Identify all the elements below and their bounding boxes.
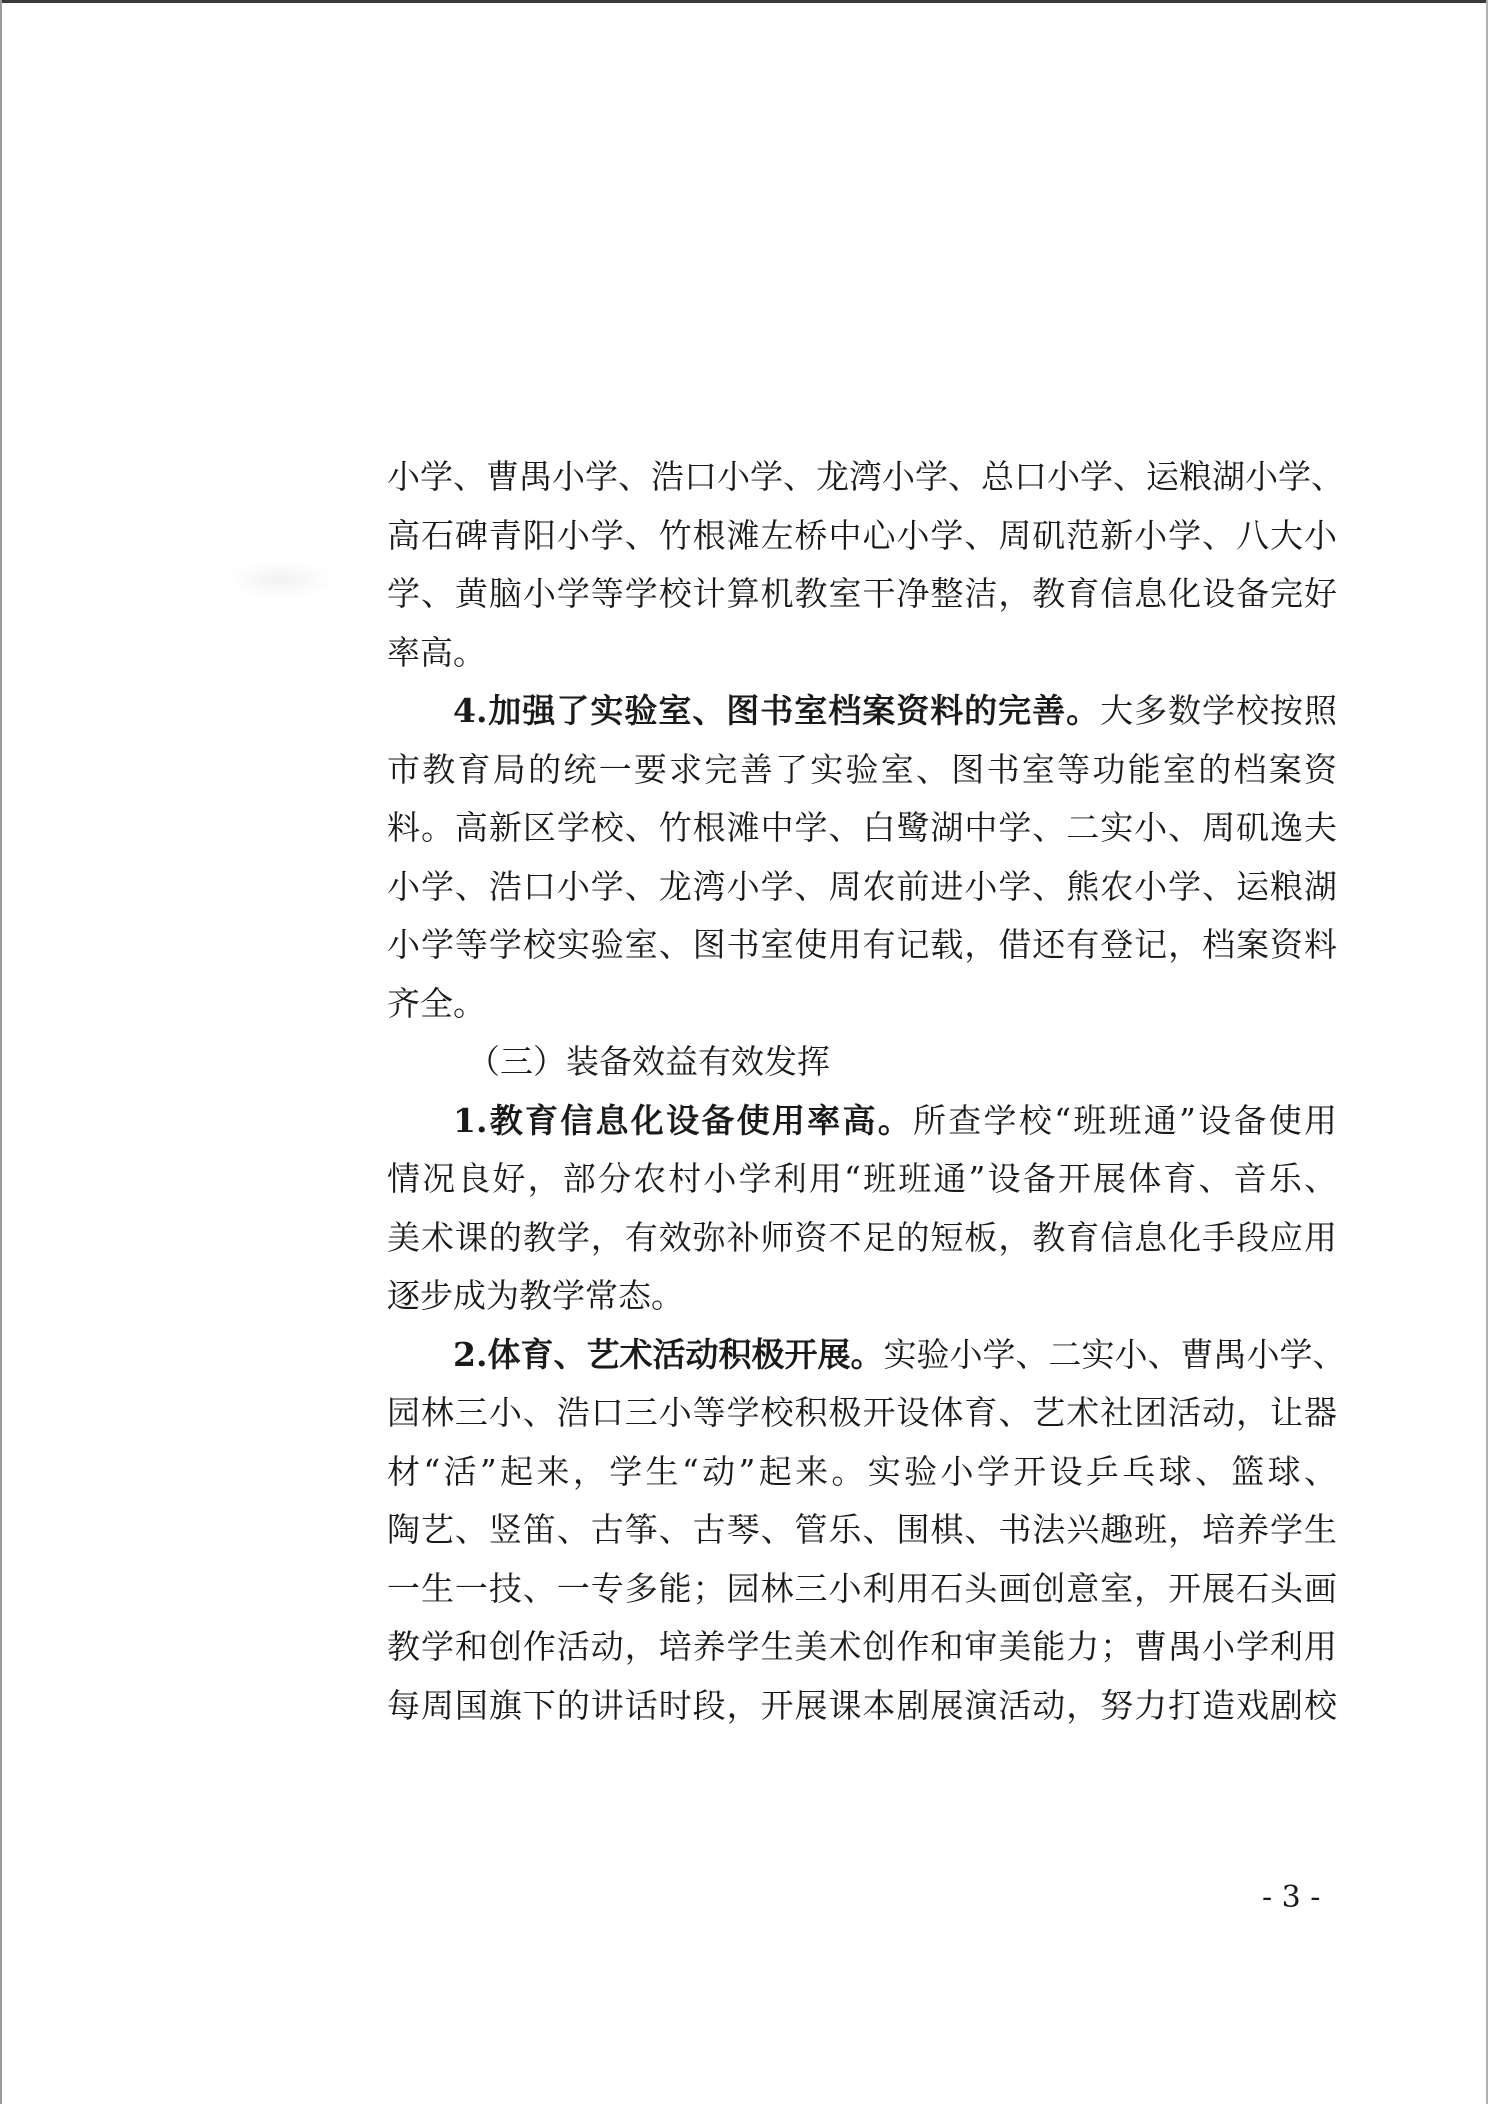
paragraph-heading: 1.教育信息化设备使用率高。 bbox=[453, 1100, 913, 1140]
text-line: 美术课的教学，有效弥补师资不足的短板，教育信息化手段应用 bbox=[387, 1217, 1337, 1257]
text-line: 率高。 bbox=[387, 632, 486, 672]
text-line bbox=[387, 682, 1337, 741]
text-line bbox=[387, 1326, 1346, 1385]
section-heading: （三）装备效益有效发挥 bbox=[467, 1042, 830, 1081]
text-line: 料。高新区学校、竹根滩中学、白鹭湖中学、二实小、周矶逸夫 bbox=[387, 808, 1337, 847]
page-number: - 3 - bbox=[1262, 1880, 1321, 1915]
text-line: 教学和创作活动，培养学生美术创作和审美能力；曹禺小学利用 bbox=[387, 1627, 1337, 1666]
text-line: 材“活”起来，学生“动”起来。实验小学开设乒乓球、篮球、 bbox=[387, 1451, 1337, 1491]
text-line: 小学等学校实验室、图书室使用有记载，借还有登记，档案资料 bbox=[387, 925, 1337, 964]
paragraph-computer-rooms bbox=[387, 448, 1344, 682]
scan-edge-left bbox=[0, 0, 2, 2104]
text-line: 每周国旗下的讲话时段，开展课本剧展演活动，努力打造戏剧校 bbox=[387, 1685, 1337, 1725]
paragraph-info-equipment bbox=[387, 1092, 1337, 1326]
paragraph-heading: 2.体育、艺术活动积极开展。 bbox=[453, 1334, 884, 1374]
text-line bbox=[387, 1092, 1337, 1151]
text-line: 情况良好，部分农村小学利用“班班通”设备开展体育、音乐、 bbox=[387, 1159, 1337, 1198]
text-line: 齐全。 bbox=[387, 983, 486, 1023]
text-line: 学、黄脑小学等学校计算机教室干净整洁，教育信息化设备完好 bbox=[387, 574, 1337, 613]
text-line: 园林三小、浩口三小等学校积极开设体育、艺术社团活动，让器 bbox=[387, 1393, 1337, 1432]
text-line: 市教育局的统一要求完善了实验室、图书室等功能室的档案资 bbox=[387, 749, 1337, 789]
text-line: 逐步成为教学常态。 bbox=[387, 1276, 684, 1315]
text-line: 小学、曹禺小学、浩口小学、龙湾小学、总口小学、运粮湖小学、 bbox=[387, 457, 1344, 496]
scan-smudge bbox=[225, 560, 335, 600]
paragraph-heading: 4.加强了实验室、图书室档案资料的完善。 bbox=[453, 691, 1101, 730]
text-line: 一生一技、一专多能；园林三小利用石头画创意室，开展石头画 bbox=[387, 1568, 1337, 1608]
paragraph-archives bbox=[387, 682, 1337, 1033]
text-run: 所查学校“班班通”设备使用 bbox=[913, 1100, 1338, 1140]
text-line: 陶艺、竖笛、古筝、古琴、管乐、围棋、书法兴趣班，培养学生 bbox=[387, 1510, 1337, 1549]
document-body bbox=[387, 448, 1346, 1735]
scan-edge-top bbox=[0, 0, 1488, 3]
text-run: 实验小学、二实小、曹禺小学、 bbox=[883, 1334, 1346, 1374]
text-line: 高石碑青阳小学、竹根滩左桥中心小学、周矶范新小学、八大小 bbox=[387, 515, 1337, 555]
text-line: 小学、浩口小学、龙湾小学、周农前进小学、熊农小学、运粮湖 bbox=[387, 866, 1337, 906]
paragraph-sports-arts bbox=[387, 1326, 1346, 1736]
text-run: 大多数学校按照 bbox=[1100, 691, 1338, 730]
